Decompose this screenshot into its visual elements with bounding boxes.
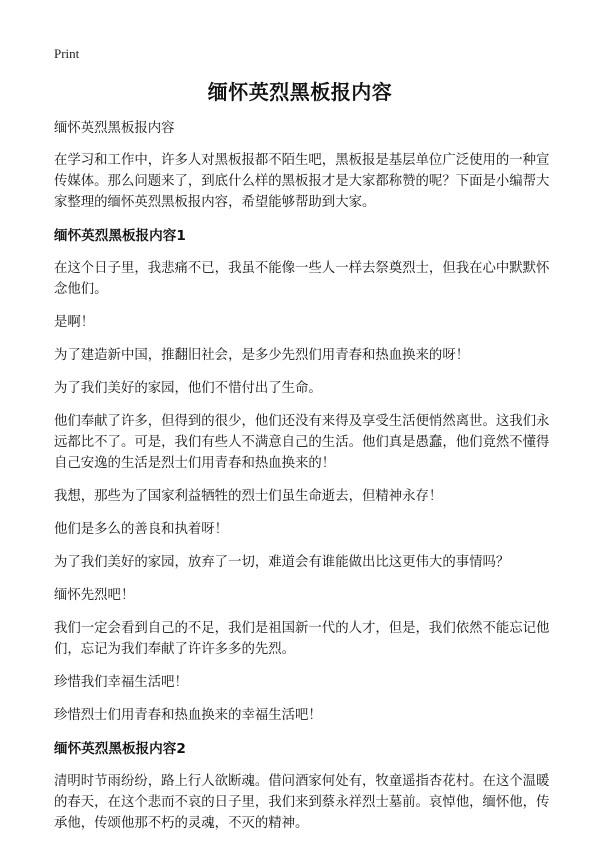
article-subtitle: 缅怀英烈黑板报内容 [54,121,175,136]
page-title: 缅怀英烈黑板报内容 [207,80,393,104]
intro-paragraph: 在学习和工作中，许多人对黑板报都不陌生吧，黑板报是基层单位广泛使用的一种宣传媒体。那么问题来了，到底什么样的黑板报才是大家都称赞的呢？下面是小编帮大家整理的缅怀英烈黑板报内容，希望能够帮助到大家。 [54,153,550,210]
section-heading-1: 缅怀英烈黑板报内容1 [54,228,186,244]
paragraph: 珍惜我们幸福生活吧！ [54,675,188,690]
article-body [54,118,554,846]
paragraph: 是啊！ [54,315,95,330]
section-heading-2: 缅怀英烈黑板报内容2 [54,741,186,757]
paragraph: 在这个日子里，我悲痛不已，我虽不能像一些人一样去祭奠烈士，但我在心中默默怀念他们。 [54,261,550,297]
paragraph: 珍惜烈士们用青春和热血换来的幸福生活吧！ [54,708,322,723]
paragraph: 为了我们美好的家园，他们不惜付出了生命。 [54,381,322,396]
paragraph: 我们一定会看到自己的不足，我们是祖国新一代的人才，但是，我们依然不能忘记他们，忘记为我们奉献了许许多多的先烈。 [54,621,550,657]
print-link[interactable]: Print [54,46,80,61]
paragraph: 清明时节雨纷纷，路上行人欲断魂。借问酒家何处有，牧童遥指杏花村。在这个温暖的春天，在这个悲而不哀的日子里，我们来到蔡永祥烈士墓前。哀悼他，缅怀他，传承他，传颂他那不朽的灵魂，不灭的精神。 [54,774,550,831]
paragraph: 他们是多么的善良和执着呀！ [54,522,229,537]
paragraph: 我想，那些为了国家利益牺牲的烈士们虽生命逝去，但精神永存！ [54,489,443,504]
paragraph: 他们奉献了许多，但得到的很少，他们还没有来得及享受生活便悄然离世。这我们永远都比不了。可是，我们有些人不满意自己的生活。他们真是愚蠢，他们竟然不懂得自己安逸的生活是烈士们用青春和热血换来的！ [54,414,550,471]
paragraph: 为了我们美好的家园，放弃了一切，难道会有谁能做出比这更伟大的事情吗？ [54,555,510,570]
paragraph: 缅怀先烈吧！ [54,588,135,603]
paragraph: 为了建造新中国，推翻旧社会，是多少先烈们用青春和热血换来的呀！ [54,348,470,363]
